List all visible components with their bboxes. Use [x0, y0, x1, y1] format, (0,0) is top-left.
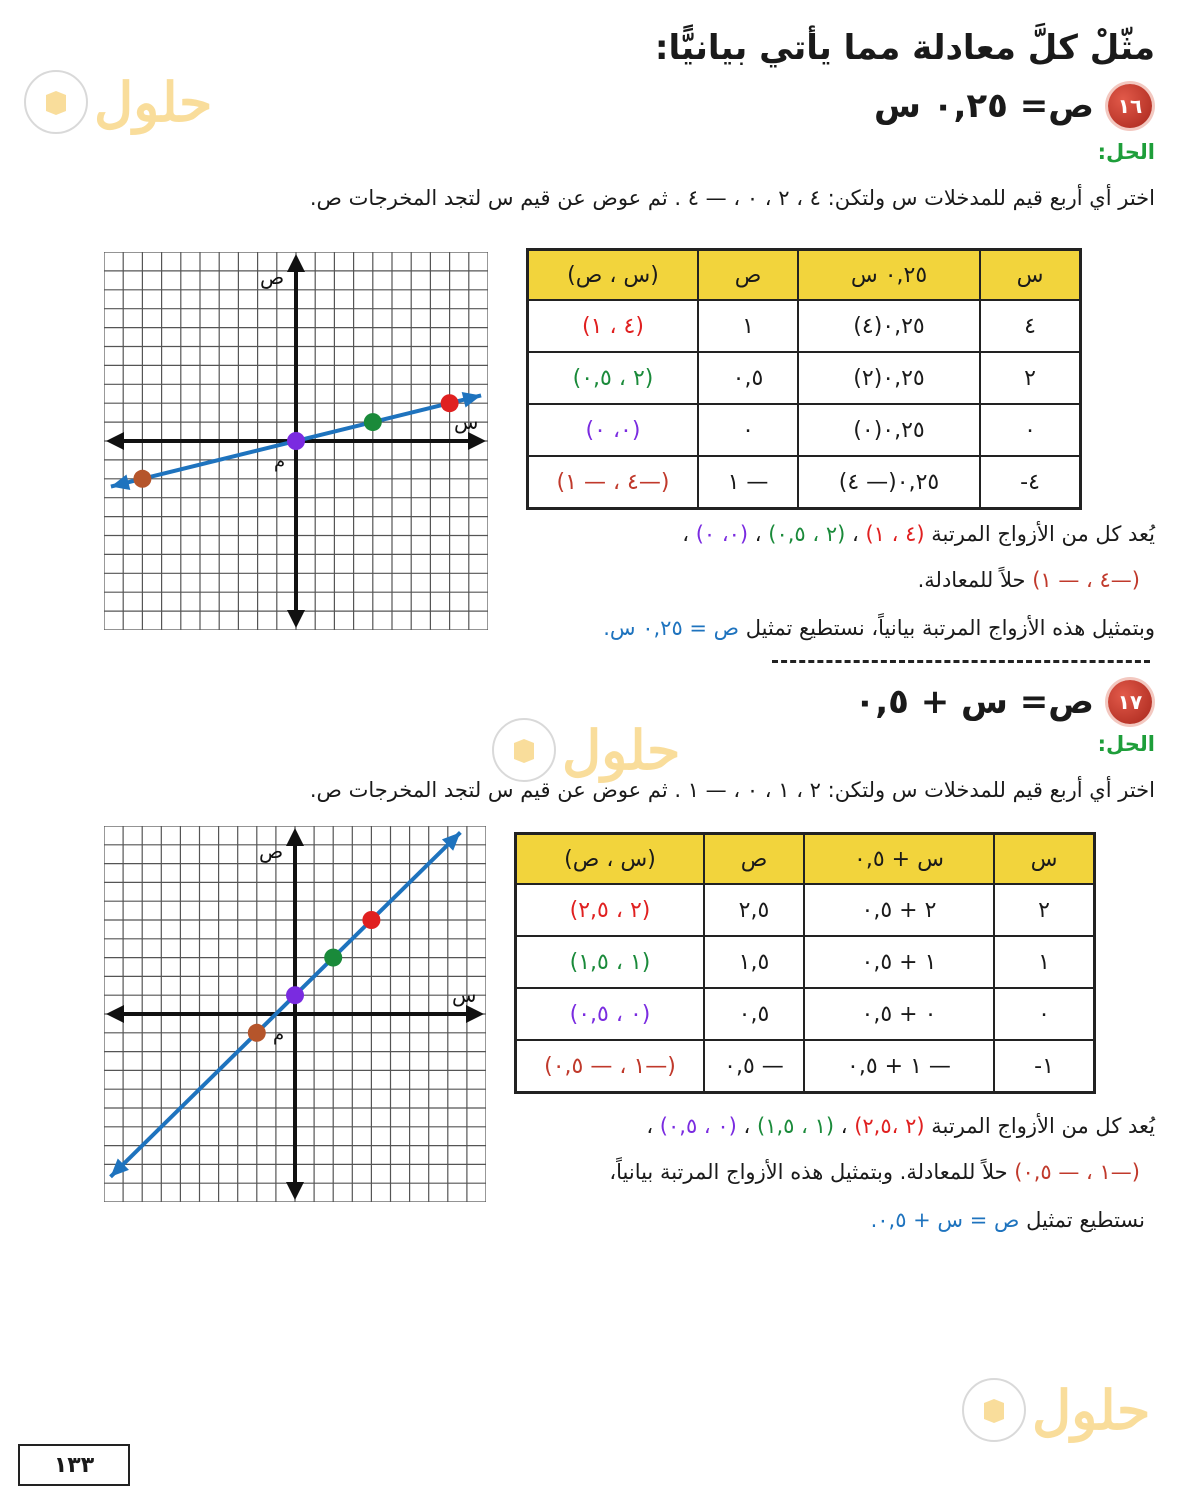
y-axis-label: ص [260, 265, 285, 289]
data-point [362, 911, 380, 929]
y-axis-arrow-up [287, 254, 305, 272]
table-cell: — ١ + ٠,٥ [804, 1040, 994, 1093]
page-number: ١٣٣ [18, 1444, 130, 1486]
problem-equation: ص= ٠,٢٥ س [874, 86, 1094, 126]
table-cell: (٢ ، ٠,٥) [528, 352, 699, 404]
watermark-text: حلول [562, 718, 681, 782]
ordered-pair: (٠، ٠) [695, 522, 749, 546]
coordinate-graph [104, 826, 486, 1202]
explanation-line-3 [603, 616, 1155, 640]
table-cell: ١ [698, 300, 798, 352]
x-axis-label: س [452, 983, 477, 1007]
data-point [287, 432, 305, 450]
table-cell: (—٤ ، — ١) [528, 456, 699, 509]
ordered-pair: (٠ ، ٠,٥) [659, 1114, 737, 1138]
explanation-line-2 [918, 568, 1140, 592]
problem-number-badge: ١٦ [1108, 84, 1152, 128]
watermark-logo [24, 70, 212, 134]
table-cell: ١- [994, 1040, 1095, 1093]
x-axis-arrow-right [468, 432, 486, 450]
coordinate-graph [104, 252, 488, 630]
instruction-text: اختر أي أربع قيم للمدخلات س ولتكن: ٤ ، ٢ ، ٠ ، — ٤ . ثم عوض عن قيم س لتجد المخرجات ص. [309, 186, 1155, 210]
table-row [516, 1040, 1095, 1093]
y-axis-arrow-down [286, 1182, 304, 1200]
explanation-text: حلاً للمعادلة. [917, 568, 1026, 592]
x-axis-arrow-left [106, 432, 124, 450]
table-header: ص [704, 834, 804, 885]
book-icon [24, 70, 88, 134]
table-row [528, 404, 1081, 456]
table-cell: ٢ [980, 352, 1081, 404]
y-axis-arrow-down [287, 610, 305, 628]
watermark-logo [962, 1378, 1150, 1442]
data-point [286, 986, 304, 1004]
table-cell: ٠ [980, 404, 1081, 456]
graph-line [111, 832, 461, 1176]
explanation-text: يُعد كل من الأزواج المرتبة [931, 522, 1155, 546]
table-cell: (٢ ، ٢,٥) [516, 884, 705, 936]
table-header: س [980, 250, 1081, 301]
ordered-pair: (٢ ، ٠,٥) [768, 522, 846, 546]
table-cell: ٠ [698, 404, 798, 456]
table-header: س [994, 834, 1095, 885]
table-cell: ٢,٥ [704, 884, 804, 936]
equation-highlight: ص = ٠,٢٥ س. [603, 616, 740, 640]
data-point [133, 470, 151, 488]
explanation-text: وبتمثيل هذه الأزواج المرتبة بيانياً، نستطيع تمثيل [745, 616, 1155, 640]
problem-header-16 [874, 84, 1152, 128]
data-point [364, 413, 382, 431]
ordered-pair: (٢ ،٢,٥) [854, 1114, 925, 1138]
table-row [528, 352, 1081, 404]
table-cell: ٠,٥ [704, 988, 804, 1040]
table-row [516, 884, 1095, 936]
watermark-logo [492, 718, 680, 782]
table-cell: ٢ [994, 884, 1095, 936]
explanation-text: يُعد كل من الأزواج المرتبة [931, 1114, 1155, 1138]
explanation-line-3 [871, 1208, 1145, 1232]
table-header: ص [698, 250, 798, 301]
table-cell: (١ ، ١,٥) [516, 936, 705, 988]
y-axis-label: ص [259, 839, 284, 863]
explanation-line-1: يُعد كل من الأزواج المرتبة (٢ ،٢,٥) ، (١ ، ١,٥) ، (٠ ، ٠,٥) ، [646, 1114, 1155, 1138]
table-header: (س ، ص) [516, 834, 705, 885]
ordered-pair: (—٤ ، — ١) [1032, 568, 1140, 592]
table-header: ٠,٢٥ س [798, 250, 980, 301]
table-cell: — ١ [698, 456, 798, 509]
table-cell: ٠,٢٥(٠) [798, 404, 980, 456]
data-point [248, 1024, 266, 1042]
table-cell: ٠,٢٥(٢) [798, 352, 980, 404]
table-row [516, 988, 1095, 1040]
ordered-pair: (١ ، ١,٥) [757, 1114, 835, 1138]
table-cell: (٤ ، ١) [528, 300, 699, 352]
table-cell: ١,٥ [704, 936, 804, 988]
table-row [528, 300, 1081, 352]
x-axis-arrow-right [466, 1005, 484, 1023]
ordered-pair: (٤ ، ١) [865, 522, 925, 546]
x-axis-label: س [454, 410, 479, 434]
section-divider [772, 660, 1150, 663]
book-icon [492, 718, 556, 782]
explanation-line-2 [609, 1160, 1140, 1184]
table-cell: ٤- [980, 456, 1081, 509]
book-icon [962, 1378, 1026, 1442]
origin-label: م [273, 1024, 285, 1045]
table-cell: ٠,٢٥(— ٤) [798, 456, 980, 509]
explanation-text: حلاً للمعادلة. وبتمثيل هذه الأزواج المرتبة بيانياً، [609, 1160, 1008, 1184]
watermark-text: حلول [94, 70, 213, 134]
table-cell: ٢ + ٠,٥ [804, 884, 994, 936]
equation-highlight: ص = س + ٠,٥. [870, 1208, 1020, 1232]
problem-equation: ص= س + ٠,٥ [854, 682, 1094, 722]
watermark-text: حلول [1032, 1378, 1151, 1442]
table-cell: (٠، ٠) [528, 404, 699, 456]
page-heading: مثّلْ كلَّ معادلة مما يأتي بيانيًّا: [654, 28, 1155, 68]
table-cell: ١ + ٠,٥ [804, 936, 994, 988]
origin-label: م [274, 451, 286, 472]
table-row [516, 936, 1095, 988]
ordered-pair: (—١ ، — ٠,٥) [1014, 1160, 1140, 1184]
data-point [324, 949, 342, 967]
table-header: س + ٠,٥ [804, 834, 994, 885]
table-cell: ٠,٢٥(٤) [798, 300, 980, 352]
table-row [528, 456, 1081, 509]
instruction-text: اختر أي أربع قيم للمدخلات س ولتكن: ٢ ، ١ ، ٠ ، — ١ . ثم عوض عن قيم س لتجد المخرجات ص. [309, 778, 1155, 802]
table-cell: ١ [994, 936, 1095, 988]
solution-label: الحل: [1097, 732, 1155, 756]
table-cell: (—١ ، — ٠,٥) [516, 1040, 705, 1093]
explanation-line-1: يُعد كل من الأزواج المرتبة (٤ ، ١) ، (٢ ، ٠,٥) ، (٠، ٠) ، [682, 522, 1155, 546]
values-table [514, 832, 1096, 1094]
data-point [441, 394, 459, 412]
table-cell: (٠ ، ٠,٥) [516, 988, 705, 1040]
table-cell: ٠ [994, 988, 1095, 1040]
table-cell: ٠ + ٠,٥ [804, 988, 994, 1040]
table-cell: — ٠,٥ [704, 1040, 804, 1093]
x-axis-arrow-left [106, 1005, 124, 1023]
y-axis-arrow-up [286, 828, 304, 846]
table-header: (س ، ص) [528, 250, 699, 301]
problem-header-17 [854, 680, 1152, 724]
explanation-text: نستطيع تمثيل [1026, 1208, 1145, 1232]
values-table [526, 248, 1082, 510]
problem-number-badge: ١٧ [1108, 680, 1152, 724]
table-cell: ٤ [980, 300, 1081, 352]
table-cell: ٠,٥ [698, 352, 798, 404]
solution-label: الحل: [1097, 140, 1155, 164]
